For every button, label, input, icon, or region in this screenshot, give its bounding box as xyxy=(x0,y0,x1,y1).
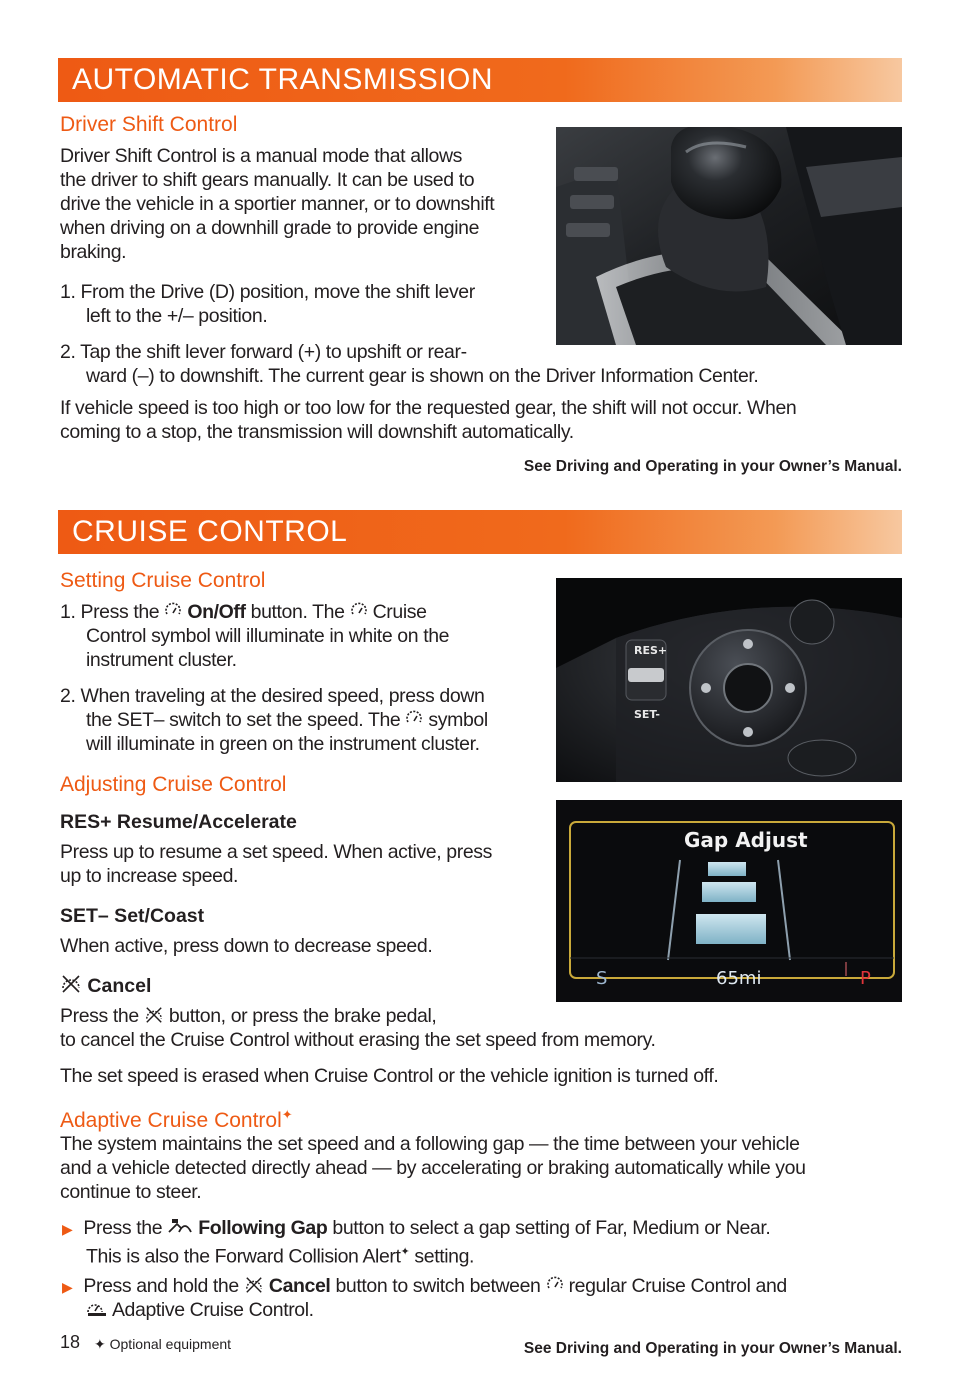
intro-line: drive the vehicle in a sportier manner, or to downshift xyxy=(60,193,495,215)
see-owners-manual: See Driving and Operating in your Owner’s Manual. xyxy=(523,458,902,475)
cancel-text-b: button, or press the brake pedal, xyxy=(168,1005,437,1027)
heading-setting-cruise: Setting Cruise Control xyxy=(60,569,266,592)
intro-line: when driving on a downhill grade to provide engine xyxy=(60,217,480,239)
section-banner-cruise: CRUISE CONTROL xyxy=(58,510,902,554)
cancel-text xyxy=(60,1004,436,1028)
b2-text-b: button to switch between xyxy=(335,1275,541,1297)
optional-equipment-text: Optional equipment xyxy=(109,1336,232,1352)
s1-text-c: Cruise xyxy=(372,601,427,623)
cancel-icon xyxy=(244,1276,264,1294)
see-owners-manual: See Driving and Operating in your Owner’s Manual. xyxy=(523,1340,902,1357)
cancel-text-a: Press the xyxy=(60,1005,139,1027)
bullet-arrow-icon: ▶ xyxy=(62,1279,73,1295)
bullet-following-gap-cont xyxy=(86,1240,474,1269)
step-2: 2. Tap the shift lever forward (+) to upshift or rear- xyxy=(60,341,467,363)
cancel-icon xyxy=(60,974,82,994)
acc-text: and a vehicle detected directly ahead — by accelerating or braking automatically while you xyxy=(60,1157,806,1179)
gap-adjust-display-photo xyxy=(556,800,902,1002)
cancel-heading: Cancel xyxy=(87,975,152,997)
page-number: 18 xyxy=(60,1332,81,1352)
acc-text: continue to steer. xyxy=(60,1181,202,1203)
intro-line: the driver to shift gears manually. It can be used to xyxy=(60,169,475,191)
s1-text-a: 1. Press the xyxy=(60,601,160,623)
b1-line2a: This is also the Forward Collision Alert xyxy=(86,1245,401,1268)
b1-text-a: Press the xyxy=(83,1217,163,1239)
b2-text-c: regular Cruise Control and xyxy=(568,1275,787,1297)
gear-shifter-photo xyxy=(556,127,902,345)
bullet-arrow-icon: ▶ xyxy=(62,1221,73,1237)
cancel-heading-row xyxy=(60,974,151,998)
setting-step-2-cont xyxy=(86,708,488,732)
erase-text: The set speed is erased when Cruise Control or the vehicle ignition is turned off. xyxy=(60,1065,719,1087)
setting-step-1 xyxy=(60,600,427,624)
setting-step-2-cont: will illuminate in green on the instrument cluster. xyxy=(86,733,480,755)
s1-onoff: On/Off xyxy=(187,601,246,623)
gap-adjust-title: Gap Adjust xyxy=(684,828,808,852)
cruise-icon xyxy=(546,1276,564,1294)
b1-bold: Following Gap xyxy=(198,1217,328,1239)
heading-driver-shift-control: Driver Shift Control xyxy=(60,113,238,136)
b2-bold: Cancel xyxy=(268,1275,331,1297)
set-text: When active, press down to decrease speed. xyxy=(60,935,433,957)
cancel-icon xyxy=(144,1006,164,1024)
bullet-cancel-hold-cont xyxy=(86,1298,314,1322)
bullet-cancel-hold xyxy=(62,1274,787,1299)
set-heading: SET– Set/Coast xyxy=(60,905,205,927)
bullet-following-gap xyxy=(62,1216,770,1241)
res-heading: RES+ Resume/Accelerate xyxy=(60,811,297,833)
setting-step-1-cont: Control symbol will illuminate in white on the xyxy=(86,625,450,647)
optional-marker: ✦ xyxy=(400,1246,410,1258)
following-gap-icon xyxy=(167,1218,193,1236)
step-1: 1. From the Drive (D) position, move the shift lever xyxy=(60,281,475,303)
note-line: If vehicle speed is too high or too low for the requested gear, the shift will not occur. When xyxy=(60,397,797,419)
b2-text-a: Press and hold the xyxy=(83,1275,239,1297)
set-minus-label: SET- xyxy=(634,708,660,721)
b1-line2b: setting. xyxy=(414,1245,475,1268)
s2-text-b: symbol xyxy=(428,709,488,731)
gap-display-speed: 65mi xyxy=(716,968,762,989)
setting-step-2: 2. When traveling at the desired speed, press down xyxy=(60,685,485,707)
step-2-cont: ward (–) to downshift. The current gear is shown on the Driver Information Center. xyxy=(86,365,759,387)
s2-text-a: the SET– switch to set the speed. The xyxy=(86,709,401,731)
res-text: up to increase speed. xyxy=(60,865,239,887)
b1-text-b: button to select a gap setting of Far, Medium or Near. xyxy=(332,1217,771,1239)
intro-line: Driver Shift Control is a manual mode that allows xyxy=(60,145,462,167)
section-banner-transmission: AUTOMATIC TRANSMISSION xyxy=(58,58,902,102)
acc-heading-text: Adaptive Cruise Control xyxy=(60,1109,282,1132)
b2-line2: Adaptive Cruise Control. xyxy=(111,1299,314,1321)
gap-display-left: S xyxy=(596,968,608,989)
setting-step-1-cont: instrument cluster. xyxy=(86,649,237,671)
heading-adaptive-cruise xyxy=(60,1102,293,1134)
acc-text: The system maintains the set speed and a following gap — the time between your vehicle xyxy=(60,1133,800,1155)
s1-text-b: button. The xyxy=(250,601,345,623)
optional-marker: ✦ xyxy=(281,1107,293,1122)
res-plus-label: RES+ xyxy=(634,644,668,657)
intro-line: braking. xyxy=(60,241,127,263)
step-1-cont: left to the +/– position. xyxy=(86,305,268,327)
adaptive-cruise-icon xyxy=(86,1300,108,1318)
gap-display-right: P xyxy=(860,968,871,989)
cancel-text-cont: to cancel the Cruise Control without erasing the set speed from memory. xyxy=(60,1029,656,1051)
note-line: coming to a stop, the transmission will downshift automatically. xyxy=(60,421,574,443)
heading-adjusting-cruise: Adjusting Cruise Control xyxy=(60,773,287,796)
optional-equipment-note xyxy=(94,1336,231,1353)
cruise-icon xyxy=(350,602,368,620)
cruise-icon xyxy=(405,710,423,728)
steering-wheel-controls-photo xyxy=(556,578,902,782)
cruise-icon xyxy=(164,602,182,620)
optional-marker: ✦ xyxy=(94,1336,106,1352)
res-text: Press up to resume a set speed. When active, press xyxy=(60,841,492,863)
